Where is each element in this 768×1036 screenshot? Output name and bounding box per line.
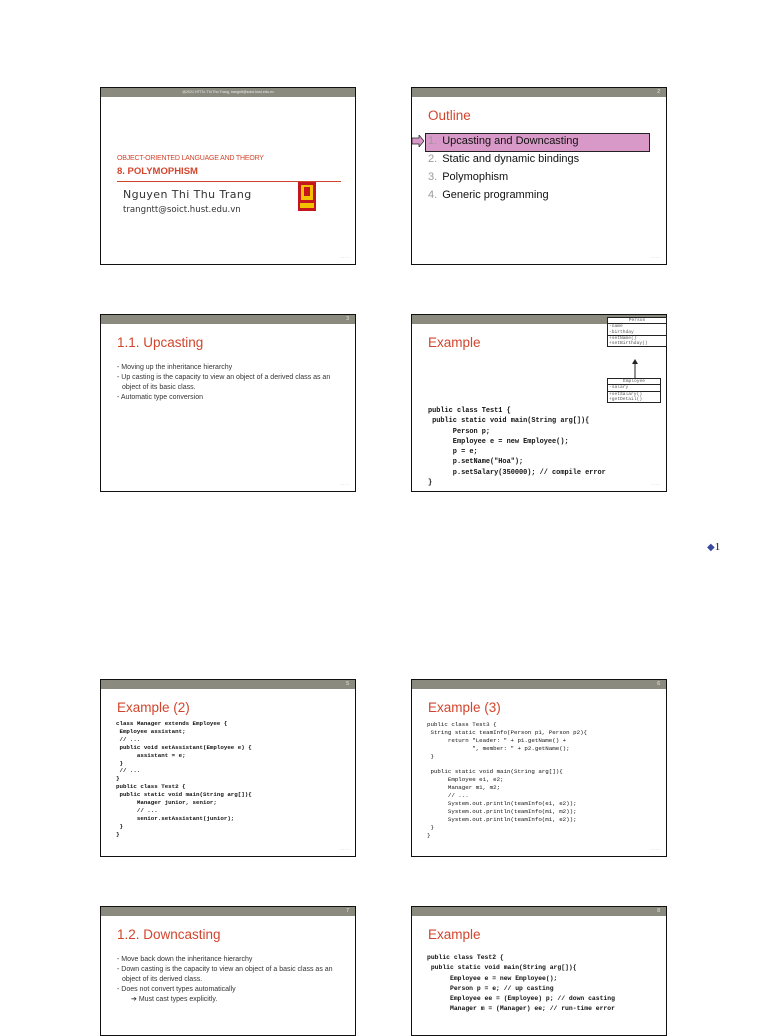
slide-number: 6 [657, 681, 660, 687]
outline-label: Generic programming [442, 189, 549, 201]
slide-title: Example (3) [428, 700, 501, 715]
slide-header-bar [412, 907, 666, 916]
bullet-item: - Move back down the inheritance hierarchy [117, 956, 253, 963]
bullet-list [117, 363, 341, 403]
slide-header-bar [101, 907, 355, 916]
field: -birthday [609, 329, 634, 335]
slide-header-bar [101, 88, 355, 97]
slide-title: Example [428, 927, 481, 942]
outline-number: 1. [428, 135, 438, 147]
inheritance-arrow [631, 359, 639, 379]
class-methods [608, 336, 666, 347]
slide-title: Example (2) [117, 700, 190, 715]
sub-bullet-item [117, 995, 341, 1005]
outline-label: Upcasting and Downcasting [442, 135, 579, 147]
class-methods [608, 392, 660, 403]
diamond-icon: ◆ [707, 542, 715, 553]
university-logo [298, 182, 316, 211]
method: +getDetail() [609, 396, 643, 402]
slide-number: 8 [657, 908, 660, 914]
class-name: Person [608, 318, 666, 324]
slide-header-bar [412, 680, 666, 689]
page-marker [707, 541, 720, 553]
code-block: class Manager extends Employee { Employee assistant; // ... public void setAssistant(Employee e) { assistant = e; } // ... } public class Test2 { public static void main(String arg[]){ Manager junior, senior; // ... senior.setAssistant(junior); } } [116, 720, 252, 838]
slide-1 [100, 87, 356, 265]
class-fields [608, 324, 666, 336]
outline-item-2 [428, 150, 579, 168]
outline-number: 3. [428, 171, 438, 183]
outline-item-3 [428, 168, 579, 186]
person-class-box [607, 317, 667, 347]
outline-item-4 [428, 186, 579, 204]
arrow-right-icon [412, 135, 424, 147]
slide-2 [411, 87, 667, 265]
bullet-item: - Down casting is the capacity to view an object of a basic class as an object of its derived class. [117, 966, 333, 983]
code-block: public class Test2 { public static void main(String arg[]){ Employee e = new Employee(); Person p = e; // up casting Employee ee = (Employee) p; // down casting Manager m = (Manager) ee; // run-time error [427, 954, 615, 1013]
method: +setBirthday() [609, 341, 648, 347]
slide-title: 1.2. Downcasting [117, 927, 221, 942]
slide-footer: - - - - [340, 481, 349, 486]
outline-item-1 [428, 132, 579, 150]
bullet-item: - Moving up the inheritance hierarchy [117, 364, 233, 371]
bullet-item: - Up casting is the capacity to view an object of a derived class as an object of its basic class. [117, 374, 331, 391]
slide-footer: - - - - [340, 846, 349, 851]
slide-number: 7 [346, 908, 349, 914]
employee-class-box [607, 378, 661, 403]
slide-footer: - - - - [651, 846, 660, 851]
slide-5 [100, 679, 356, 857]
author-name: Nguyen Thi Thu Trang [123, 188, 252, 201]
field: -name [609, 324, 623, 330]
slide-footer: - - - - [651, 481, 660, 486]
method: +setName() [609, 335, 637, 341]
slide-number: 3 [346, 316, 349, 322]
outline-label: Polymophism [442, 171, 509, 183]
slide-3 [100, 314, 356, 492]
page-number: 1 [714, 541, 721, 553]
field: -salary [609, 385, 629, 391]
slide-7 [100, 906, 356, 1036]
slide-6 [411, 679, 667, 857]
bullet-list [117, 955, 341, 1005]
sub-bullet-text: Must cast types explicitly. [138, 996, 218, 1003]
slide-header-bar [101, 315, 355, 324]
slide-title: 1.1. Upcasting [117, 335, 204, 350]
slide-title: Outline [428, 108, 471, 123]
course-label: OBJECT-ORIENTED LANGUAGE AND THEORY [117, 155, 264, 162]
outline-list [428, 132, 579, 204]
code-block: public class Test3 { String static teamInfo(Person p1, Person p2){ return "Leader: " + p1.getName() + ", member: " + p2.getName(); } public static void main(String arg[]){ Employee e1, e2; Manager m1, m2; // ... System.out.println(teamInfo(e1, e2)); System.out.println(teamInfo(m1, m2)); System.out.println(teamInfo(m1, e2)); } } [427, 721, 588, 839]
outline-label: Static and dynamic bindings [442, 153, 580, 165]
class-name: Employee [608, 379, 660, 385]
slide-header-bar [101, 680, 355, 689]
slide-title: Example [428, 335, 481, 350]
slide-number: 5 [346, 681, 349, 687]
lecture-title: 8. POLYMOPHISM [117, 166, 198, 177]
slide-header-bar [412, 88, 666, 97]
slide-header-text: @2021 HTTN. Thi Thu Trang, trangntt@soict.hust.edu.vn [182, 90, 274, 94]
author-email: trangntt@soict.hust.edu.vn [123, 205, 241, 215]
bullet-item: - Automatic type conversion [117, 394, 203, 401]
outline-number: 2. [428, 153, 438, 165]
arrow-icon: ➔ [131, 996, 139, 1003]
slide-footer: - - - - [340, 254, 349, 259]
code-block: public class Test1 { public static void main(String arg[]){ Person p; Employee e = new Employee(); p = e; p.setName("Hoa"); p.setSalary(350000); // compile error } [428, 407, 606, 488]
slide-number: 2 [657, 89, 660, 95]
slide-8 [411, 906, 667, 1036]
outline-number: 4. [428, 189, 438, 201]
slide-footer: - - - - [651, 254, 660, 259]
bullet-item: - Does not convert types automatically [117, 986, 236, 993]
method: +setSalary() [609, 391, 643, 397]
